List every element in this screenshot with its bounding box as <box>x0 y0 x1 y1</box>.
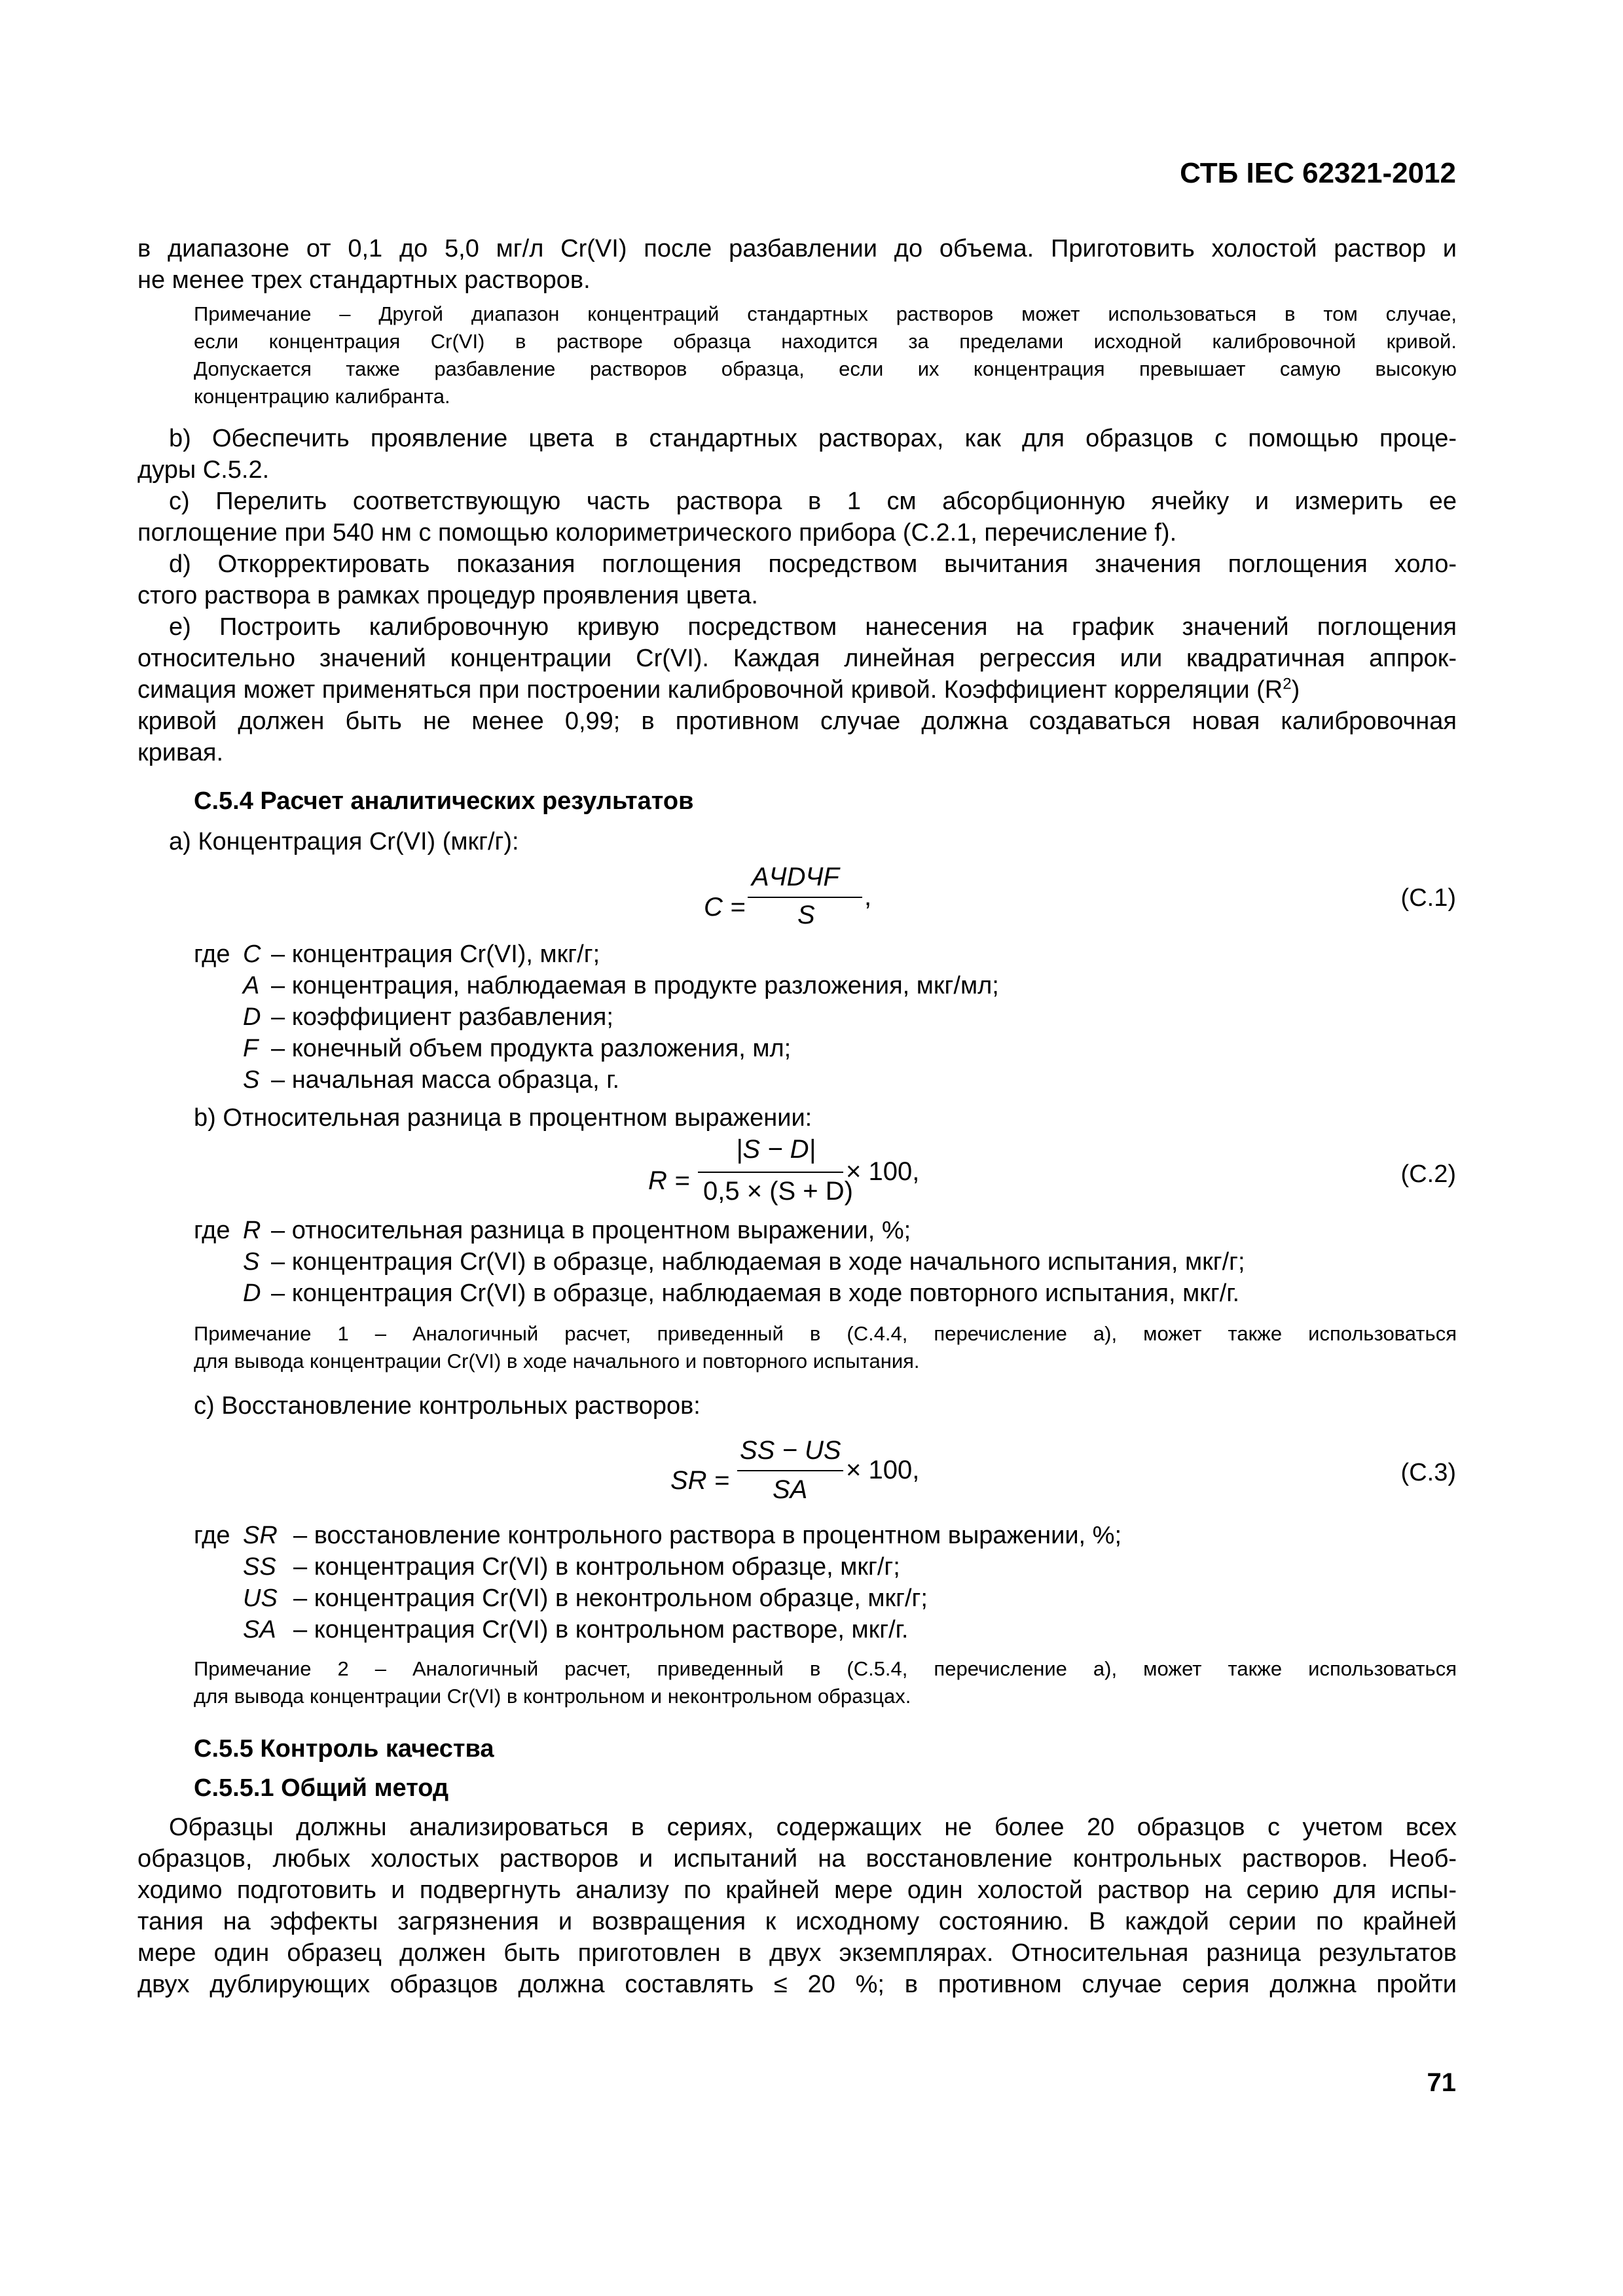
variable-symbol: A <box>243 972 260 999</box>
variable-symbol: SS <box>243 1553 276 1581</box>
variable-symbol: C <box>243 941 261 968</box>
variable-definition: – концентрация, наблюдаемая в продукте разложения, мкг/мл; <box>271 972 999 999</box>
note-line: Примечание – Другой диапазон концентраций стандартных растворов может использоваться в том случае, <box>194 302 1457 325</box>
formula-lhs: R = <box>648 1166 690 1195</box>
note-line: Примечание 2 – Аналогичный расчет, приведенный в (С.5.4, перечисление а), может также использоваться <box>194 1657 1457 1680</box>
variable-definition: – концентрация Cr(VI) в неконтрольном образце, мкг/г; <box>293 1585 928 1612</box>
where-prefix: где <box>194 1522 230 1549</box>
paragraph-line: Образцы должны анализироваться в сериях, содержащих не более 20 образцов с учетом всех <box>169 1814 1457 1841</box>
formula-lhs: C = <box>704 893 746 922</box>
variable-definition: – концентрация Cr(VI) в контрольном растворе, мкг/г. <box>293 1616 909 1643</box>
variable-definition: – коэффициент разбавления; <box>271 1003 613 1031</box>
step-b-line: дуры С.5.2. <box>137 456 270 484</box>
note-line: если концентрация Cr(VI) в растворе образца находится за пределами исходной калибровочной кривой. <box>194 330 1457 353</box>
fraction-line <box>737 1470 843 1471</box>
step-c-line: c) Перелить соответствующую часть раствора в 1 см абсорбционную ячейку и измерить ее <box>169 488 1457 515</box>
document-header: СТБ IEC 62321-2012 <box>1180 157 1456 189</box>
equation-number: (С.2) <box>1400 1160 1456 1188</box>
variable-symbol: US <box>243 1585 278 1612</box>
item-label: а) Концентрация Cr(VI) (мкг/г): <box>169 828 519 855</box>
variable-symbol: F <box>243 1035 259 1062</box>
paragraph-line: образцов, любых холостых растворов и испытаний на восстановление контрольных растворов. Необ- <box>137 1845 1457 1873</box>
step-b-line: b) Обеспечить проявление цвета в стандартных растворах, как для образцов с помощью проце- <box>169 425 1457 452</box>
note-line: для вывода концентрации Cr(VI) в ходе начального и повторного испытания. <box>194 1350 920 1372</box>
subsection-heading: С.5.5.1 Общий метод <box>194 1774 449 1802</box>
where-prefix: где <box>194 941 230 968</box>
variable-symbol: D <box>243 1003 261 1031</box>
variable-definition: – концентрация Cr(VI), мкг/г; <box>271 941 600 968</box>
formula-denominator: S <box>797 901 815 929</box>
step-d-line: стого раствора в рамках процедур проявления цвета. <box>137 582 758 609</box>
section-heading: С.5.4 Расчет аналитических результатов <box>194 787 694 815</box>
formula-lhs: SR = <box>670 1466 730 1495</box>
equation-number: (С.1) <box>1400 884 1456 912</box>
note-line: для вывода концентрации Cr(VI) в контрольном и неконтрольном образцах. <box>194 1685 911 1708</box>
paragraph-line: тания на эффекты загрязнения и возвращения к исходному состоянию. В каждой серии по крайней <box>137 1908 1457 1935</box>
formula-numerator: |S − D| <box>736 1135 816 1164</box>
variable-symbol: S <box>243 1066 260 1094</box>
variable-definition: – восстановление контрольного раствора в процентном выражении, %; <box>293 1522 1122 1549</box>
item-label: b) Относительная разница в процентном выражении: <box>194 1104 812 1132</box>
step-e-line: относительно значений концентрации Cr(VI). Каждая линейная регрессия или квадратичная аппрок- <box>137 645 1457 672</box>
step-e-text: симация может применяться при построении калибровочной кривой. Коэффициент корреляции (R <box>137 676 1283 704</box>
paragraph-line: ходимо подготовить и подвергнуть анализу по крайней мере один холостой раствор на серию для испы- <box>137 1876 1457 1904</box>
variable-symbol: SA <box>243 1616 276 1643</box>
variable-definition: – начальная масса образца, г. <box>271 1066 620 1094</box>
variable-symbol: SR <box>243 1522 278 1549</box>
formula-numerator: SS − US <box>740 1436 841 1465</box>
note-line: концентрацию калибранта. <box>194 385 450 408</box>
formula-tail: , <box>864 882 872 911</box>
fraction-line <box>698 1172 843 1173</box>
paragraph-line: мере один образец должен быть приготовлен в двух экземплярах. Относительная разница результатов <box>137 1939 1457 1967</box>
formula-tail: × 100, <box>846 1157 920 1186</box>
step-d-line: d) Откорректировать показания поглощения посредством вычитания значения поглощения холо- <box>169 550 1457 578</box>
variable-symbol: D <box>243 1280 261 1307</box>
page-number: 71 <box>1427 2068 1456 2097</box>
variable-definition: – относительная разница в процентном выражении, %; <box>271 1217 911 1244</box>
step-e-line: e) Построить калибровочную кривую посредством нанесения на график значений поглощения <box>169 613 1457 641</box>
variable-symbol: R <box>243 1217 261 1244</box>
fraction-line <box>748 897 862 898</box>
variable-symbol: S <box>243 1248 260 1276</box>
variable-definition: – концентрация Cr(VI) в образце, наблюдаемая в ходе начального испытания, мкг/г; <box>271 1248 1245 1276</box>
step-e-line <box>137 674 1457 706</box>
step-e-line: кривая. <box>137 739 224 766</box>
section-heading: С.5.5 Контроль качества <box>194 1735 494 1763</box>
step-e-line: кривой должен быть не менее 0,99; в противном случае должна создаваться новая калибровочная <box>137 708 1457 735</box>
where-prefix: где <box>194 1217 230 1244</box>
paragraph-line: в диапазоне от 0,1 до 5,0 мг/л Cr(VI) после разбавлении до объема. Приготовить холостой раствор и <box>137 235 1457 262</box>
item-label: c) Восстановление контрольных растворов: <box>194 1392 701 1420</box>
formula-numerator: AЧDЧF <box>752 863 839 891</box>
note-line: Допускается также разбавление растворов образца, если их концентрация превышает самую высокую <box>194 357 1457 380</box>
step-c-line: поглощение при 540 нм с помощью колориметрического прибора (С.2.1, перечисление f). <box>137 519 1177 547</box>
equation-number: (С.3) <box>1400 1459 1456 1486</box>
superscript: 2 <box>1283 675 1292 693</box>
paragraph-line: двух дублирующих образцов должна составлять ≤ 20 %; в противном случае серия должна пройти <box>137 1971 1457 1998</box>
note-line: Примечание 1 – Аналогичный расчет, приведенный в (С.4.4, перечисление а), может также использоваться <box>194 1322 1457 1345</box>
step-e-text: ) <box>1291 676 1300 704</box>
variable-definition: – конечный объем продукта разложения, мл; <box>271 1035 792 1062</box>
formula-tail: × 100, <box>846 1456 920 1484</box>
formula-denominator: SA <box>773 1475 808 1504</box>
paragraph-line: не менее трех стандартных растворов. <box>137 266 591 294</box>
formula-denominator: 0,5 × (S + D) <box>703 1177 853 1206</box>
variable-definition: – концентрация Cr(VI) в образце, наблюдаемая в ходе повторного испытания, мкг/г. <box>271 1280 1240 1307</box>
variable-definition: – концентрация Cr(VI) в контрольном образце, мкг/г; <box>293 1553 900 1581</box>
